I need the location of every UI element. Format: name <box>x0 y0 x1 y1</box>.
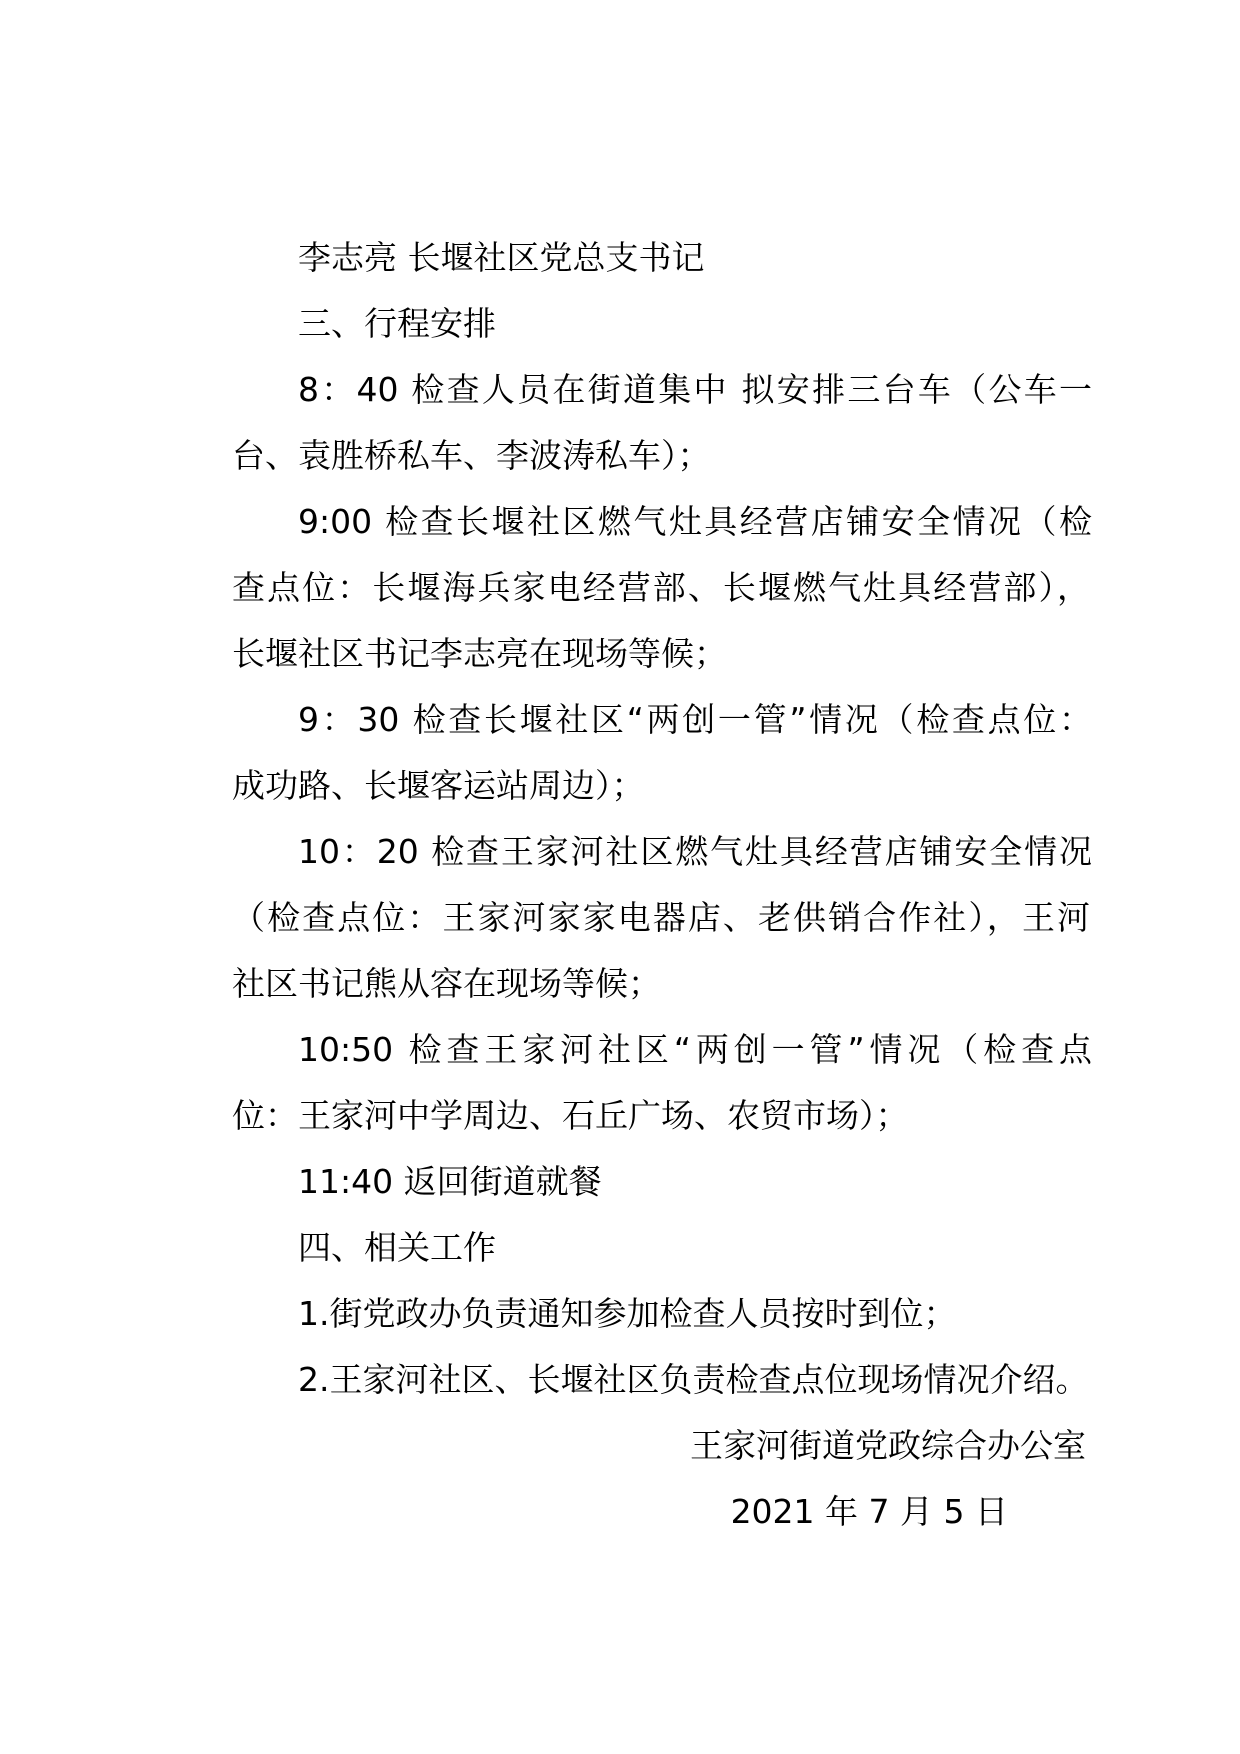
schedule-item-0900-continued: 查点位：长堰海兵家电经营部、长堰燃气灶具经营部）， <box>232 568 1090 607</box>
signature-date: 2021 年 7 月 5 日 <box>730 1492 1008 1531</box>
section-heading-schedule: 三、行程安排 <box>298 304 496 343</box>
schedule-item-0840: 8：40 检查人员在街道集中 拟安排三台车（公车一 <box>298 370 1092 409</box>
schedule-item-0930: 9：30 检查长堰社区“两创一管”情况（检查点位： <box>298 700 1092 739</box>
contact-person-line: 李志亮 长堰社区党总支书记 <box>298 238 705 277</box>
related-work-item-2: 2.王家河社区、长堰社区负责检查点位现场情况介绍。 <box>298 1360 1089 1399</box>
schedule-item-0930-continued: 成功路、长堰客运站周边）； <box>232 766 645 805</box>
schedule-item-1020-continued-2: 社区书记熊从容在现场等候； <box>232 964 661 1003</box>
schedule-item-1050: 10:50 检查王家河社区“两创一管”情况（检查点 <box>298 1030 1092 1069</box>
signature-office: 王家河街道党政综合办公室 <box>690 1426 1086 1465</box>
schedule-item-1020: 10：20 检查王家河社区燃气灶具经营店铺安全情况 <box>298 832 1092 871</box>
schedule-item-1020-continued: （检查点位：王家河家家电器店、老供销合作社），王河 <box>232 898 1090 937</box>
section-heading-related-work: 四、相关工作 <box>298 1228 496 1267</box>
schedule-item-0900: 9:00 检查长堰社区燃气灶具经营店铺安全情况（检 <box>298 502 1092 541</box>
schedule-item-0840-continued: 台、袁胜桥私车、李波涛私车）； <box>232 436 711 475</box>
schedule-item-0900-continued-2: 长堰社区书记李志亮在现场等候； <box>232 634 727 673</box>
related-work-item-1: 1.街党政办负责通知参加检查人员按时到位； <box>298 1294 957 1333</box>
schedule-item-1140: 11:40 返回街道就餐 <box>298 1162 602 1201</box>
schedule-item-1050-continued: 位：王家河中学周边、石丘广场、农贸市场）； <box>232 1096 909 1135</box>
